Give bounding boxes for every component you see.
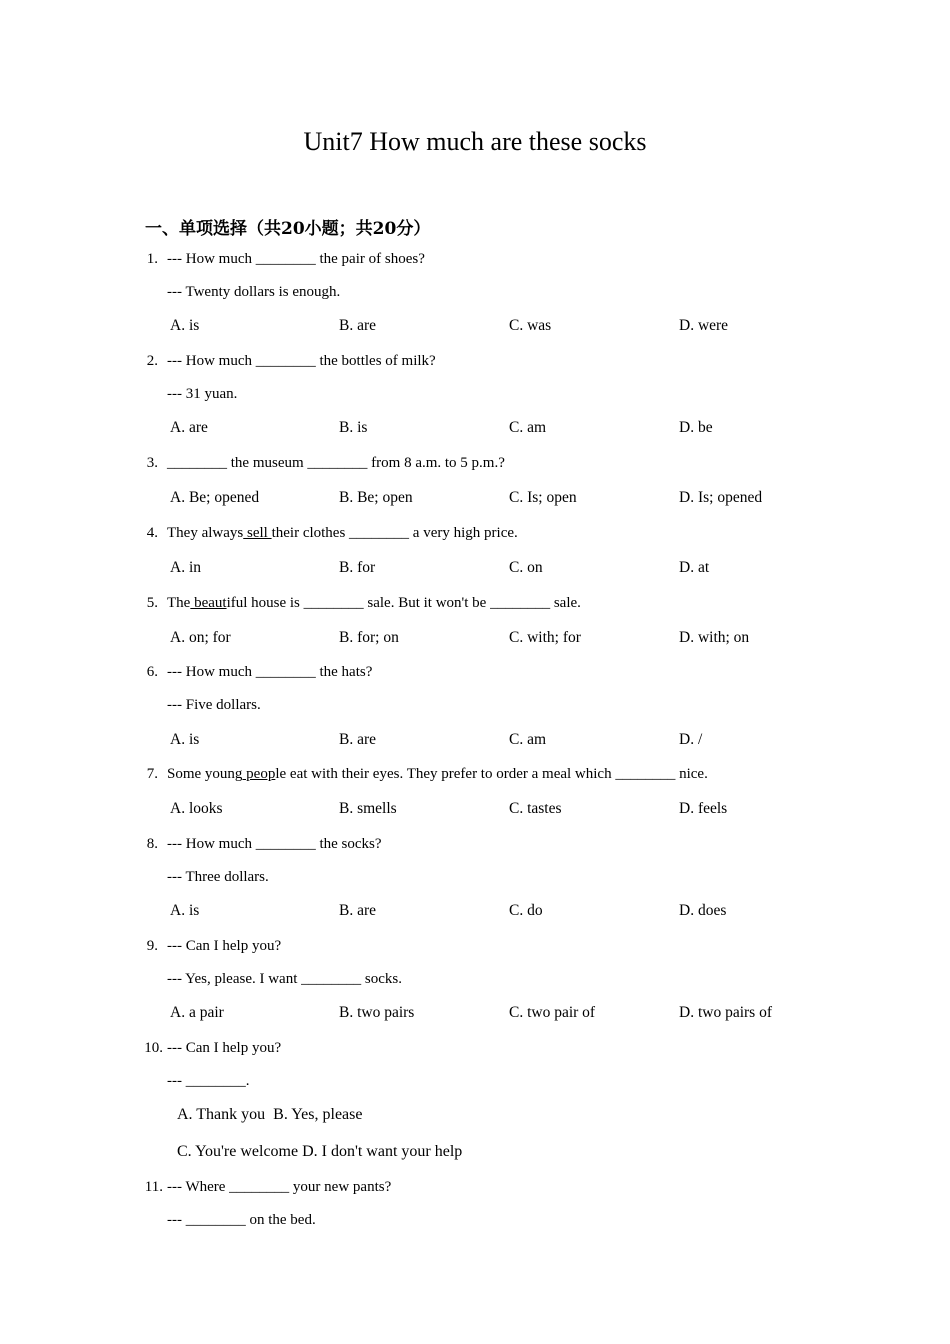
option-d: D. Is; opened	[679, 489, 763, 506]
question-number: 4.	[146, 525, 158, 541]
option-c: C. was	[509, 317, 552, 334]
text-segment: They always	[167, 525, 244, 541]
option-b: B. are	[339, 317, 377, 334]
option-a: A. is	[170, 317, 200, 334]
option-d: D. two pairs of	[679, 1004, 772, 1021]
question-reply: --- Yes, please. I want ________ socks.	[167, 971, 402, 987]
question-reply: --- Five dollars.	[167, 697, 261, 713]
question-text: --- How much ________ the hats?	[167, 664, 373, 680]
option-a: A. in	[170, 559, 201, 576]
question-text: --- How much ________ the pair of shoes?	[167, 251, 425, 267]
question-reply: --- ________.	[167, 1073, 250, 1089]
option-c: C. am	[509, 419, 547, 436]
option-c: C. two pair of	[509, 1004, 596, 1021]
option-c: C. with; for	[509, 629, 581, 646]
option-a: A. Be; opened	[170, 489, 260, 506]
question-number: 2.	[146, 353, 158, 369]
option-d: D. with; on	[679, 629, 750, 646]
section-heading: 一、单项选择（共20小题；共20分）	[145, 219, 431, 239]
option-d: D. feels	[679, 800, 728, 817]
options-cd: C. You're welcome D. I don't want your help	[177, 1143, 463, 1160]
option-b: B. are	[339, 902, 377, 919]
option-a: A. a pair	[170, 1004, 224, 1021]
option-d: D. were	[679, 317, 729, 334]
question-number: 10.	[144, 1040, 163, 1056]
option-c: C. tastes	[509, 800, 562, 817]
question-text: ________ the museum ________ from 8 a.m. to 5 p.m.?	[167, 455, 505, 471]
underlined-word: beaut	[190, 595, 227, 611]
option-b: B. Be; open	[339, 489, 413, 506]
option-c: C. am	[509, 731, 547, 748]
question-reply: --- Twenty dollars is enough.	[167, 284, 341, 300]
option-a: A. on; for	[170, 629, 231, 646]
option-c: C. on	[509, 559, 543, 576]
text-segment: their clothes ________ a very high price.	[271, 525, 518, 541]
option-a: A. looks	[170, 800, 223, 817]
option-d: D. /	[679, 731, 703, 748]
question-number: 7.	[146, 766, 158, 782]
underlined-word: peop	[242, 766, 276, 782]
question-number: 11.	[144, 1179, 163, 1195]
page-title: Unit7 How much are these socks	[303, 127, 647, 156]
option-b: B. are	[339, 731, 377, 748]
option-d: D. be	[679, 419, 713, 436]
question-reply: --- ________ on the bed.	[167, 1212, 316, 1228]
question-reply: --- Three dollars.	[167, 869, 269, 885]
question-number: 3.	[146, 455, 158, 471]
option-c: C. do	[509, 902, 543, 919]
question-number: 6.	[146, 664, 158, 680]
question-text: --- Can I help you?	[167, 938, 282, 954]
text-segment: iful house is ________ sale. But it won't be ________ sale.	[226, 595, 581, 611]
option-b: B. smells	[339, 800, 397, 817]
question-text	[167, 522, 518, 544]
option-d: D. does	[679, 902, 727, 919]
question-number: 1.	[146, 251, 158, 267]
option-b: B. for; on	[339, 629, 399, 646]
question-text	[167, 763, 708, 785]
text-segment: Some young	[167, 766, 243, 782]
question-text: --- How much ________ the bottles of milk?	[167, 353, 436, 369]
option-b: B. two pairs	[339, 1004, 415, 1021]
text-segment: le eat with their eyes. They prefer to order a meal which ________ nice.	[275, 766, 708, 782]
question-text: --- How much ________ the socks?	[167, 836, 382, 852]
option-a: A. is	[170, 902, 200, 919]
question-text: --- Can I help you?	[167, 1040, 282, 1056]
options-ab: A. Thank you B. Yes, please	[177, 1106, 363, 1123]
question-number: 5.	[146, 595, 158, 611]
option-a: A. is	[170, 731, 200, 748]
option-d: D. at	[679, 559, 710, 576]
option-b: B. is	[339, 419, 368, 436]
option-a: A. are	[170, 419, 208, 436]
question-number: 9.	[146, 938, 158, 954]
question-text	[167, 592, 581, 614]
question-text: --- Where ________ your new pants?	[167, 1179, 392, 1195]
underlined-word: sell	[243, 525, 272, 541]
question-reply: --- 31 yuan.	[167, 386, 238, 402]
option-b: B. for	[339, 559, 376, 576]
option-c: C. Is; open	[509, 489, 577, 506]
question-number: 8.	[146, 836, 158, 852]
text-segment: The	[167, 595, 191, 611]
